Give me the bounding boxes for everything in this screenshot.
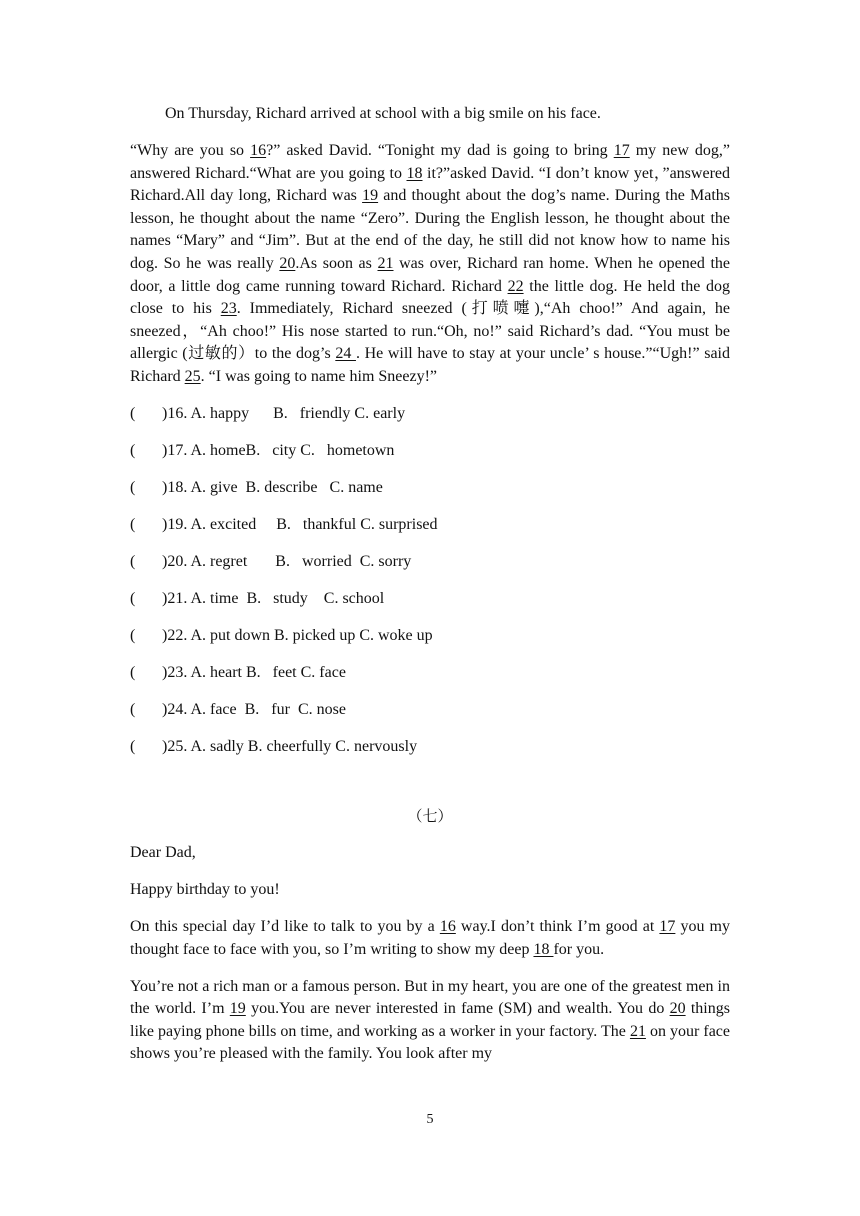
question-options: )23. A. heart B. feet C. face	[162, 664, 346, 682]
question-options: )21. A. time B. study C. school	[162, 590, 385, 608]
blank-number: 19	[229, 1000, 246, 1018]
text-run: was over, Richard ran home. When he opened the door, a little dog came running toward Richard. Richard	[130, 255, 731, 295]
question-options: )18. A. give B. describe C. name	[162, 479, 383, 497]
answer-blank: (	[130, 405, 136, 423]
text-run: .As soon as	[295, 255, 378, 273]
section-title: （七）	[407, 807, 453, 826]
question-options: )22. A. put down B. picked up C. woke up	[162, 627, 433, 645]
letter-paragraph-1	[130, 916, 730, 961]
text-run: and thought about the dog’s name. During the Maths lesson, he thought about the name “Zero”. During the English lesson, he thought about the names “Mary” and “Jim”. But at the end of the day, he still did not know how to name his dog. So he was really	[130, 187, 731, 273]
text-run: “Why are you so	[130, 142, 251, 160]
question-row	[130, 551, 730, 588]
text-run: . “I was going to name him Sneezy!”	[200, 368, 438, 386]
text-run: ?” asked David. “Tonight my dad is going to bring	[266, 142, 614, 160]
blank-number: 20	[279, 255, 296, 273]
blank-number: 16	[439, 917, 456, 935]
question-options: )17. A. homeB. city C. hometown	[162, 442, 395, 460]
letter-paragraph-2	[130, 976, 730, 1066]
text-run: on your face shows you’re pleased with the family. You look after my	[130, 1022, 730, 1063]
passage-intro: On Thursday, Richard arrived at school with a big smile on his face.	[165, 105, 601, 122]
blank-number: 25	[184, 368, 201, 386]
question-options: )24. A. face B. fur C. nose	[162, 701, 346, 719]
question-row	[130, 625, 730, 662]
blank-number: 18	[533, 940, 554, 958]
text-run: On this special day I’d like to talk to you by a	[130, 917, 440, 935]
blank-number: 17	[659, 917, 676, 935]
blank-number: 19	[362, 187, 379, 205]
text-run: my new dog,” answered Richard.“What are you going to	[130, 142, 731, 182]
answer-blank: (	[130, 627, 136, 645]
letter-salutation: Dear Dad,	[130, 843, 196, 861]
text-run: you my thought face to face with you, so I’m writing to show my deep	[130, 917, 731, 958]
blank-number: 24	[335, 345, 356, 363]
answer-blank: (	[130, 701, 136, 719]
question-list	[130, 403, 730, 773]
answer-blank: (	[130, 553, 136, 571]
text-run: . Immediately, Richard sneezed (打喷嚏),“Ah choo!” And again, he sneezed，“Ah choo!” His nose started to run.“Oh, no!” said Richard’s dad. “You must be allergic (过敏的）to the dog’s	[130, 300, 730, 363]
page-number: 5	[426, 1112, 434, 1127]
question-row	[130, 514, 730, 551]
question-row	[130, 440, 730, 477]
text-run: the little dog. He held the dog close to his	[130, 277, 730, 318]
passage-cloze-text	[130, 140, 730, 389]
page-content	[130, 103, 730, 1066]
blank-number: 18	[406, 164, 423, 182]
text-run: for you.	[553, 940, 605, 958]
answer-blank: (	[130, 590, 136, 608]
blank-number: 23	[220, 300, 237, 318]
blank-number: 17	[613, 142, 630, 160]
blank-number: 21	[629, 1022, 646, 1040]
text-run: . He will have to stay at your uncle’ s house.”“Ugh!” said Richard	[130, 345, 730, 386]
text-run: you.You are never interested in fame (SM) and wealth. You do	[245, 1000, 670, 1018]
question-options: )16. A. happy B. friendly C. early	[162, 405, 406, 423]
answer-blank: (	[130, 516, 136, 534]
text-run: things like paying phone bills on time, and working as a worker in your factory. The	[130, 1000, 730, 1040]
question-row	[130, 736, 730, 773]
question-options: )25. A. sadly B. cheerfully C. nervously	[162, 738, 418, 756]
question-row	[130, 699, 730, 736]
answer-blank: (	[130, 442, 136, 460]
question-options: )19. A. excited B. thankful C. surprised	[162, 516, 438, 534]
blank-number: 22	[507, 277, 524, 295]
blank-number: 16	[250, 142, 267, 160]
answer-blank: (	[130, 479, 136, 497]
answer-blank: (	[130, 664, 136, 682]
question-row	[130, 588, 730, 625]
question-row	[130, 662, 730, 699]
blank-number: 21	[377, 255, 394, 273]
text-run: way.I don’t think I’m good at	[455, 917, 660, 935]
blank-number: 20	[669, 1000, 686, 1018]
text-run: it?”asked David. “I don’t know yet，”answered Richard.All day long, Richard was	[130, 164, 730, 205]
text-run: You’re not a rich man or a famous person. But in my heart, you are one of the greatest men in the world. I’m	[130, 977, 730, 1018]
question-options: )20. A. regret B. worried C. sorry	[162, 553, 412, 571]
question-row	[130, 403, 730, 440]
question-row	[130, 477, 730, 514]
letter-greeting: Happy birthday to you!	[130, 880, 280, 898]
answer-blank: (	[130, 738, 136, 756]
